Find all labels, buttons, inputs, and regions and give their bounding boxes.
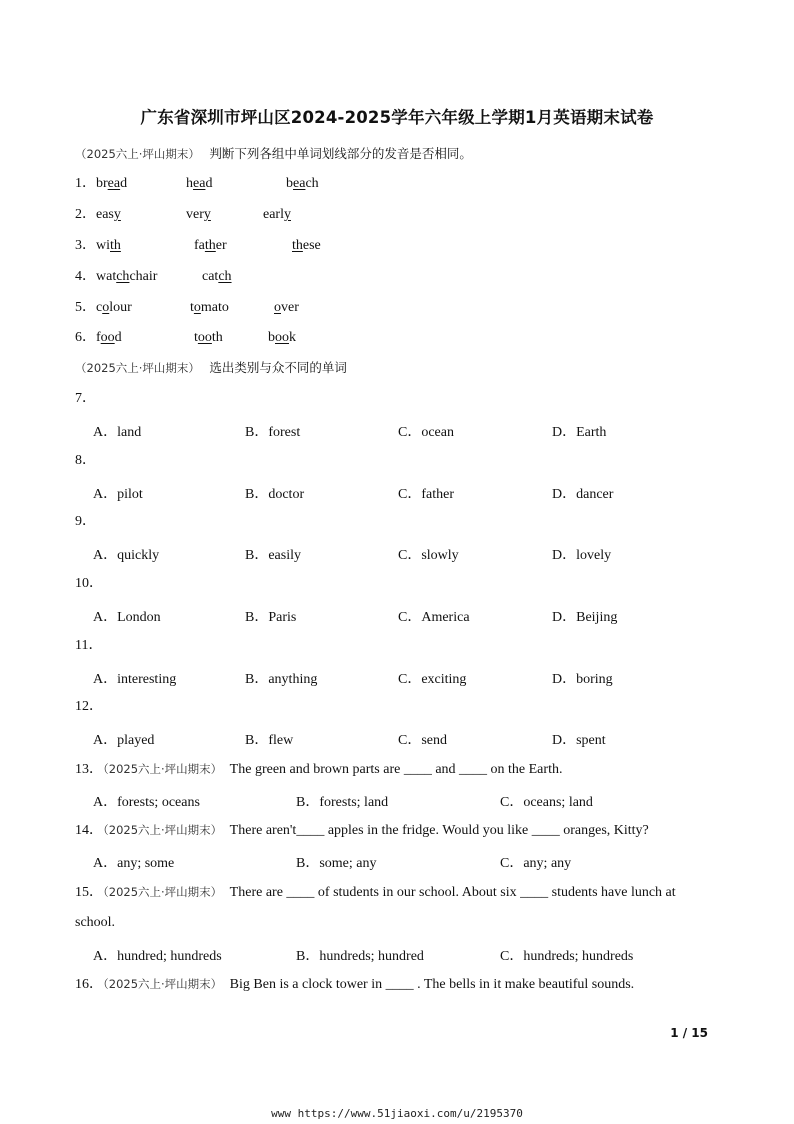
page-title: 广东省深圳市坪山区2024-2025学年六年级上学期1月英语期末试卷 (140, 108, 654, 127)
option-a[interactable]: A．land (93, 425, 142, 440)
underlined-letters: ea (193, 176, 206, 191)
option-b[interactable]: B．forests; land (296, 795, 389, 810)
phonics-word (202, 268, 232, 286)
option-b[interactable]: B．easily (245, 548, 301, 563)
question-15-continued: school. (75, 915, 116, 930)
phonics-word (286, 175, 319, 193)
footer-url: www https://www.51jiaoxi.com/u/2195370 (271, 1107, 523, 1120)
option-d[interactable]: D．lovely (552, 548, 612, 563)
option-c[interactable]: C．send (398, 733, 447, 748)
question-14 (75, 821, 649, 840)
question-13 (75, 760, 562, 779)
option-c[interactable]: C．America (398, 610, 470, 625)
option-a[interactable]: A．forests; oceans (93, 795, 200, 810)
word-prefix: fa (194, 238, 205, 253)
option-d[interactable]: D．Beijing (552, 610, 618, 625)
word-prefix: b (286, 176, 293, 191)
question-number: 10． (75, 576, 103, 591)
phonics-word (96, 329, 122, 347)
question-number: 11． (75, 638, 103, 653)
word-prefix: t (190, 300, 194, 315)
option-d[interactable]: D．boring (552, 672, 613, 687)
word-suffix: k (289, 330, 296, 345)
phonics-word (274, 299, 299, 317)
question-16 (75, 975, 634, 994)
section2-header (75, 359, 347, 378)
word-suffix: d (114, 330, 122, 345)
phonics-word (292, 237, 321, 255)
question-number: 3． (75, 238, 96, 253)
option-b[interactable]: B．doctor (245, 487, 305, 502)
phonics-word (96, 206, 121, 224)
underlined-letters: ea (107, 176, 121, 191)
phonics-word (186, 206, 211, 224)
source-tag: （2025六上·坪山期末） (75, 361, 200, 375)
option-a[interactable]: A．interesting (93, 672, 177, 687)
underlined-letters: th (292, 238, 303, 253)
question-text: Big Ben is a clock tower in ____ . The bells in it make beautiful sounds. (229, 977, 635, 992)
instruction: 选出类别与众不同的单词 (209, 360, 347, 375)
underlined-letters: ch (116, 269, 130, 284)
phonics-word (186, 175, 212, 193)
option-c[interactable]: C．slowly (398, 548, 459, 563)
option-b[interactable]: B．Paris (245, 610, 297, 625)
underlined-letters: ea (293, 176, 306, 191)
option-a[interactable]: A．London (93, 610, 161, 625)
source-tag: （2025六上·坪山期末） (103, 977, 223, 991)
question-number: 8． (75, 453, 96, 468)
phonics-word (268, 329, 296, 347)
underlined-letters: th (204, 238, 216, 253)
option-d[interactable]: D．dancer (552, 487, 614, 502)
option-c[interactable]: C．father (398, 487, 454, 502)
word-prefix: br (96, 176, 108, 191)
option-c[interactable]: C．exciting (398, 672, 467, 687)
phonics-word (194, 329, 223, 347)
word-prefix: ver (186, 207, 204, 222)
question-number: 16． (75, 977, 103, 992)
underlined-letters: o (193, 300, 201, 315)
question-number: 2． (75, 207, 96, 222)
source-tag: （2025六上·坪山期末） (75, 147, 200, 161)
option-a[interactable]: A．quickly (93, 548, 160, 563)
phonics-word (96, 175, 127, 193)
word-prefix: wi (96, 238, 110, 253)
option-d[interactable]: D．spent (552, 733, 606, 748)
option-a[interactable]: A．played (93, 733, 155, 748)
option-b[interactable]: B．forest (245, 425, 301, 440)
phonics-word (190, 299, 229, 317)
option-b[interactable]: B．anything (245, 672, 318, 687)
question-number: 9． (75, 514, 96, 529)
question-number: 5． (75, 300, 96, 315)
word-prefix: t (194, 330, 198, 345)
word-prefix: earl (263, 207, 284, 222)
option-c[interactable]: C．any; any (500, 856, 572, 871)
word-suffix: er (215, 238, 227, 253)
phonics-word (194, 237, 227, 255)
instruction: 判断下列各组中单词划线部分的发音是否相同。 (209, 146, 472, 161)
word-suffix: mato (200, 300, 229, 315)
option-d[interactable]: D．Earth (552, 425, 607, 440)
underlined-letters: th (110, 238, 121, 253)
underlined-letters: oo (197, 330, 212, 345)
option-b[interactable]: B．hundreds; hundred (296, 949, 424, 964)
word-prefix: b (268, 330, 275, 345)
word-prefix: wat (96, 269, 117, 284)
option-c[interactable]: C．hundreds; hundreds (500, 949, 634, 964)
word-prefix: h (186, 176, 193, 191)
word-suffix: d (120, 176, 128, 191)
question-number: 7． (75, 391, 96, 406)
source-tag: （2025六上·坪山期末） (103, 823, 223, 837)
question-number: 6． (75, 330, 96, 345)
source-tag: （2025六上·坪山期末） (103, 885, 223, 899)
question-number: 1． (75, 176, 96, 191)
word-suffix: ver (281, 300, 299, 315)
underlined-letters: ch (218, 269, 232, 284)
option-a[interactable]: A．hundred; hundreds (93, 949, 222, 964)
question-number: 12． (75, 699, 103, 714)
option-b[interactable]: B．flew (245, 733, 294, 748)
underlined-letters: oo (275, 330, 289, 345)
page-number: 1 / 15 (670, 1026, 708, 1040)
phonics-word (96, 268, 157, 286)
section1-header (75, 145, 472, 164)
underlined-letters: y (203, 207, 211, 222)
word-prefix: eas (96, 207, 114, 222)
underlined-letters: y (113, 207, 121, 222)
word-suffix: ch (305, 176, 319, 191)
underlined-letters: o (274, 300, 281, 315)
question-number: 15． (75, 885, 103, 900)
phonics-word (96, 237, 121, 255)
word-suffix: d (205, 176, 213, 191)
word-suffix: lour (109, 300, 132, 315)
question-15 (75, 883, 676, 902)
question-number: 13． (75, 762, 103, 777)
option-c[interactable]: C．ocean (398, 425, 454, 440)
underlined-letters: oo (100, 330, 115, 345)
option-a[interactable]: A．pilot (93, 487, 143, 502)
option-c[interactable]: C．oceans; land (500, 795, 593, 810)
question-text: There are ____ of students in our school. About six ____ students have lunch at (229, 885, 676, 900)
question-text: There aren't____ apples in the fridge. Would you like ____ oranges, Kitty? (229, 823, 649, 838)
word-suffix: chair (129, 269, 158, 284)
option-a[interactable]: A．any; some (93, 856, 175, 871)
word-prefix: cat (202, 269, 219, 284)
phonics-word (263, 206, 291, 224)
word-suffix: th (211, 330, 223, 345)
phonics-word (96, 299, 132, 317)
question-number: 4． (75, 269, 96, 284)
option-b[interactable]: B．some; any (296, 856, 377, 871)
question-number: 14． (75, 823, 103, 838)
word-prefix: c (96, 300, 103, 315)
underlined-letters: o (102, 300, 110, 315)
word-suffix: ese (302, 238, 321, 253)
word-prefix: f (96, 330, 101, 345)
source-tag: （2025六上·坪山期末） (103, 762, 223, 776)
underlined-letters: y (283, 207, 291, 222)
question-text: The green and brown parts are ____ and ____ on the Earth. (229, 762, 563, 777)
